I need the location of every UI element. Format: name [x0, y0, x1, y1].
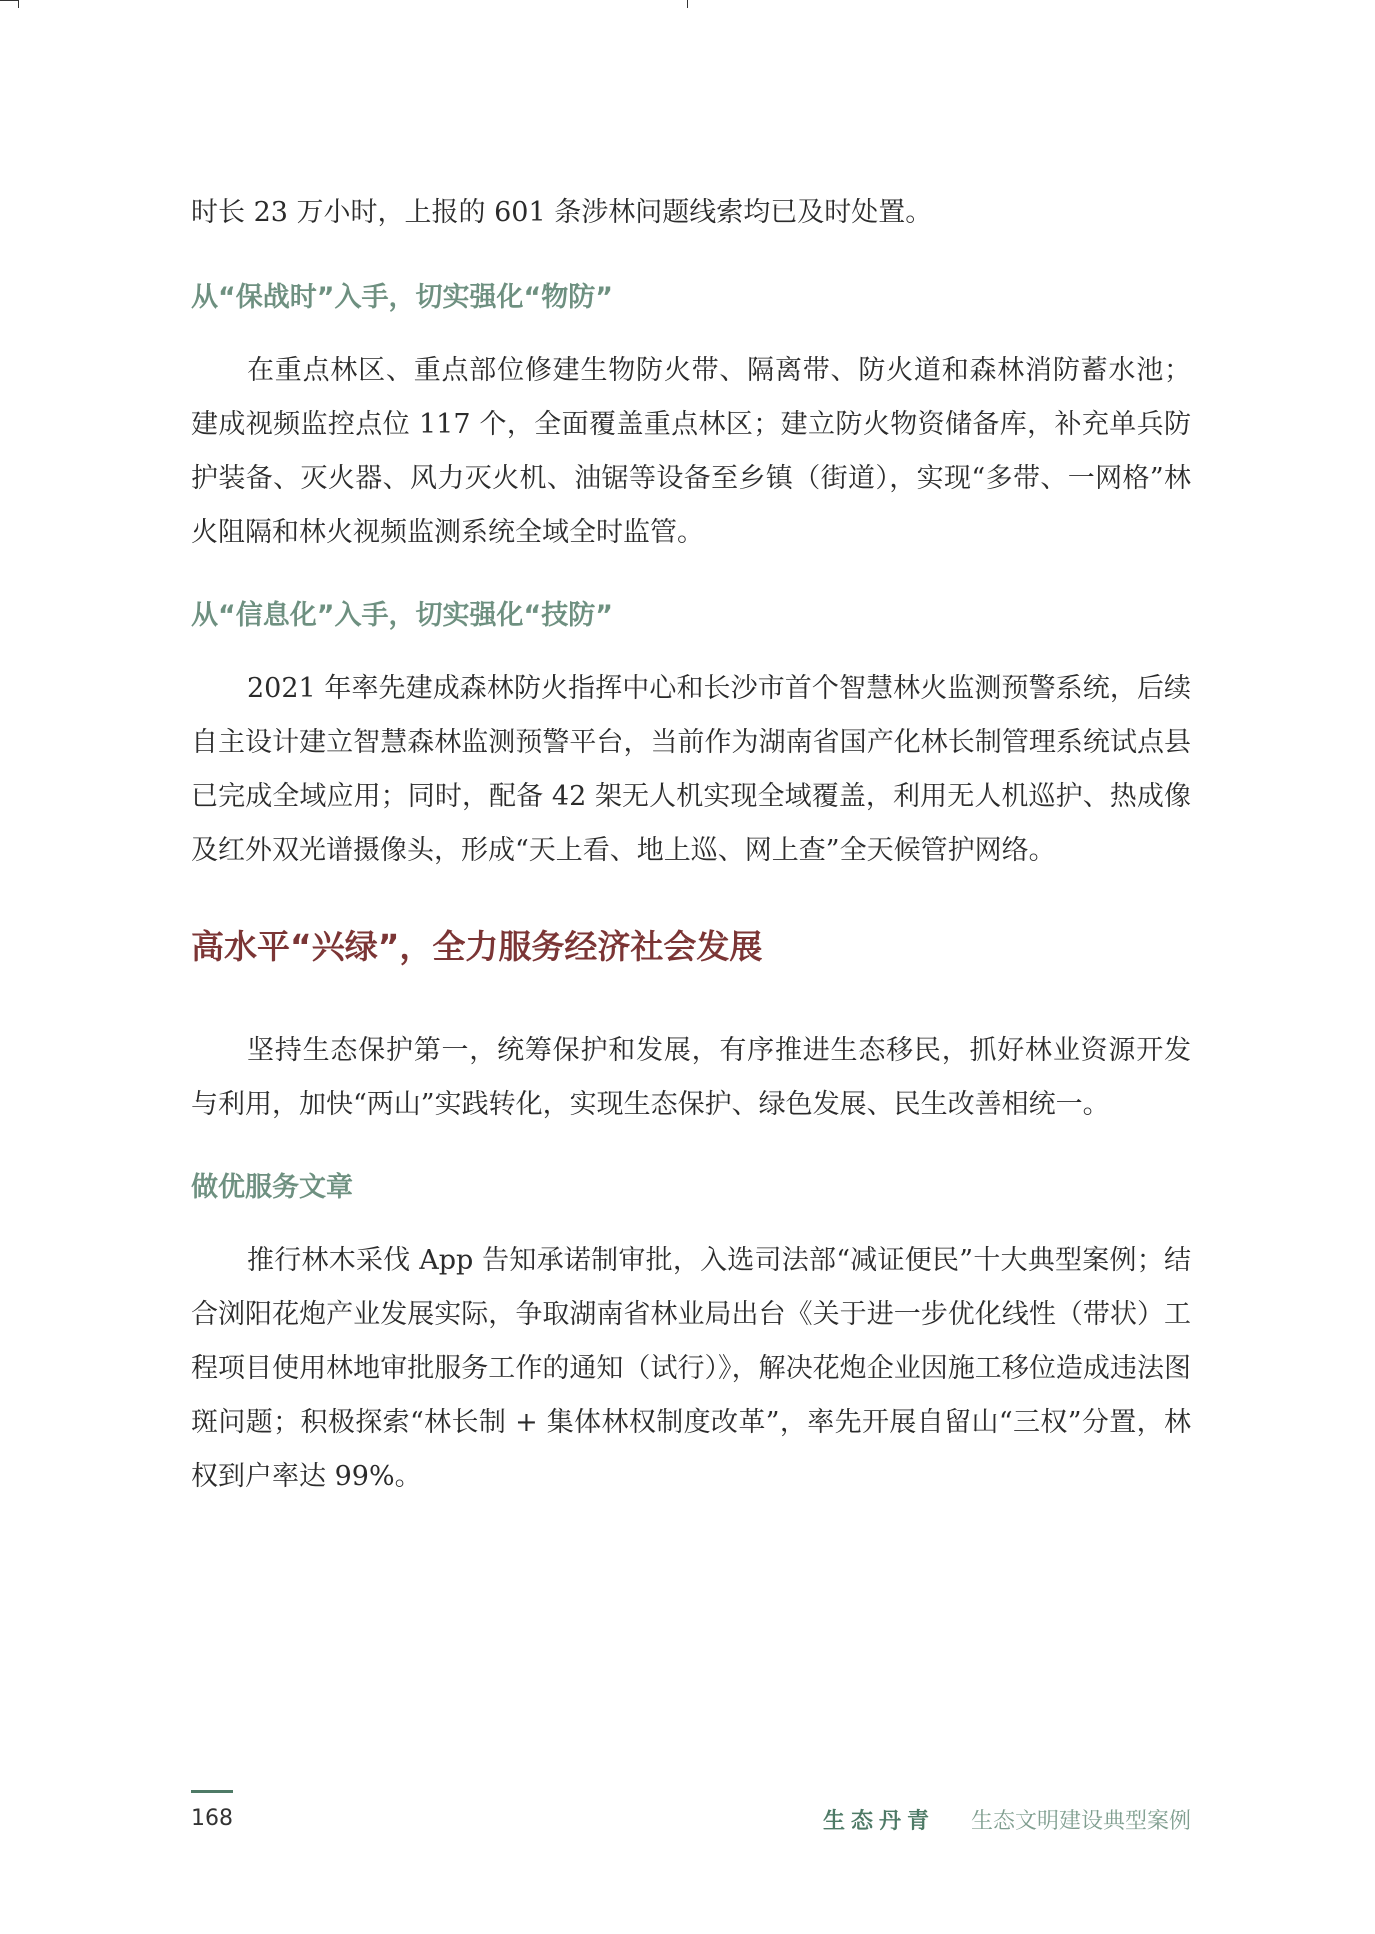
section-title: 高水平“兴绿”，全力服务经济社会发展: [191, 927, 763, 966]
book-subtitle: 生态文明建设典型案例: [970, 1809, 1191, 1834]
page-content: [191, 186, 1191, 1504]
paragraph-section-intro: 坚持生态保护第一，统筹保护和发展，有序推进生态移民，抓好林业资源开发与利用，加快“两山”实践转化，实现生态保护、绿色发展、民生改善相统一。: [191, 1035, 1191, 1120]
page-number: 168: [191, 1806, 233, 1831]
crop-mark-center: [687, 0, 688, 8]
running-footer: [823, 1804, 1191, 1835]
paragraph-physical-defense: 在重点林区、重点部位修建生物防火带、隔离带、防火道和森林消防蓄水池；建成视频监控点位 117 个，全面覆盖重点林区；建立防火物资储备库，补充单兵防护装备、灭火器、风力灭火机、油锯等设备至乡镇（街道），实现“多带、一网格”林火阻隔和林火视频监测系统全域全时监管。: [191, 355, 1191, 548]
footer-accent-line: [191, 1790, 233, 1793]
subhead-physical-defense: 从“保战时”入手，切实强化“物防”: [191, 282, 613, 313]
subhead-tech-defense: 从“信息化”入手，切实强化“技防”: [191, 600, 613, 631]
book-title: 生态丹青: [822, 1809, 935, 1834]
paragraph-continued: 时长 23 万小时，上报的 601 条涉林问题线索均已及时处置。: [191, 197, 933, 228]
paragraph-tech-defense: 2021 年率先建成森林防火指挥中心和长沙市首个智慧林火监测预警系统，后续自主设计建立智慧森林监测预警平台，当前作为湖南省国产化林长制管理系统试点县已完成全域应用；同时，配备 42 架无人机实现全域覆盖，利用无人机巡护、热成像及红外双光谱摄像头，形成“天上看、地上巡、网上查”全天候管护网络。: [191, 673, 1191, 866]
crop-mark-left: [0, 0, 18, 1]
subhead-service: 做优服务文章: [191, 1172, 353, 1203]
paragraph-service: 推行林木采伐 App 告知承诺制审批，入选司法部“减证便民”十大典型案例；结合浏阳花炮产业发展实际，争取湖南省林业局出台《关于进一步优化线性（带状）工程项目使用林地审批服务工作的通知（试行）》，解决花炮企业因施工移位造成违法图斑问题；积极探索“林长制 + 集体林权制度改革”，率先开展自留山“三权”分置，林权到户率达 99%。: [191, 1245, 1191, 1492]
crop-mark-left-vertical: [18, 0, 19, 8]
